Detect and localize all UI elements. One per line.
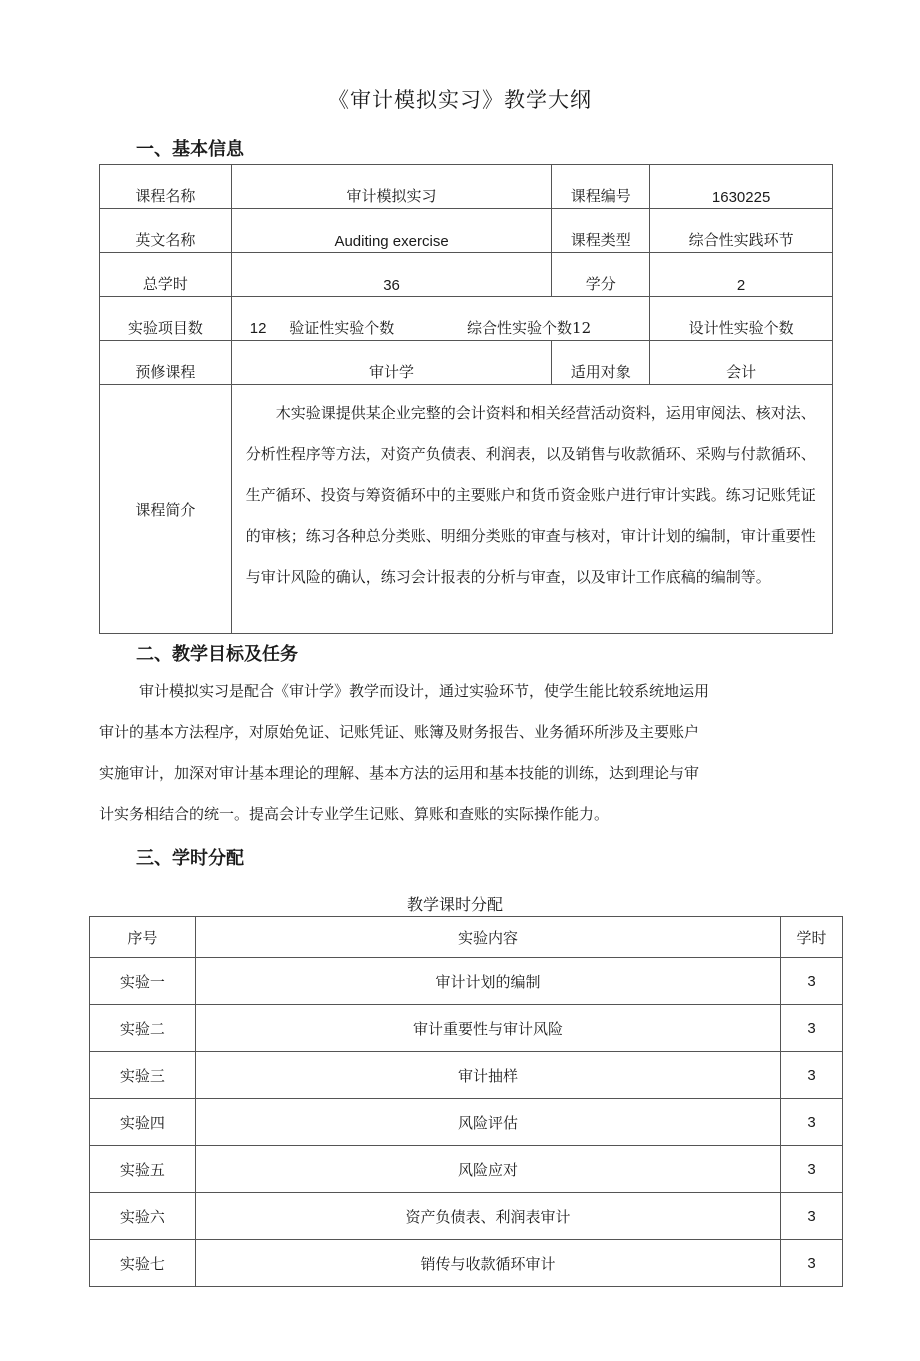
paragraph-line: 计实务相结合的统一。提高会计专业学生记账、算账和查账的实际操作能力。 [99,805,610,823]
column-header: 序号 [90,917,196,958]
column-header: 实验内容 [195,917,780,958]
table-row [100,297,833,341]
column-header: 学时 [781,917,843,958]
label-cell: 课程简介 [100,385,232,634]
row-index: 实验六 [90,1193,196,1240]
value-cell: 会计 [650,341,833,385]
table-row [100,385,833,634]
table-header-row [90,917,843,958]
label-cell: 学分 [552,253,650,297]
row-index: 实验一 [90,958,196,1005]
row-index: 实验七 [90,1240,196,1287]
verify-count-label: 验证性实验个数 [289,319,395,337]
value-cell: 2 [650,253,833,297]
paragraph-line: 审计模拟实习是配合《审计学》教学而设计，通过实验环节，使学生能比较系统地运用 [139,682,710,700]
row-content: 销传与收款循环审计 [195,1240,780,1287]
table-row [90,1052,843,1099]
label-cell: 总学时 [100,253,232,297]
value-cell: 36 [231,253,552,297]
table-row [90,1193,843,1240]
section-heading-basic-info: 一、基本信息 [136,139,244,160]
paragraph-line: 实施审计，加深对审计基本理论的理解、基本方法的运用和基本技能的训练，达到理论与审 [99,764,700,782]
section-heading-objectives: 二、教学目标及任务 [136,644,298,665]
table-caption: 教学课时分配 [406,895,503,914]
row-hours: 3 [781,1005,843,1052]
course-intro-text: 木实验课提供某企业完整的会计资料和相关经营活动资料，运用审阅法、核对法、分析性程序等方法，对资产负债表、利润表，以及销售与收款循环、采购与付款循环、生产循环、投资与筹资循环中的主要账户和货币资金账户进行审计实践。练习记账凭证的审核；练习各种总分类账、明细分类账的审查与核对，审计计划的编制，审计重要性与审计风险的确认，练习会计报表的分析与审查，以及审计工作底稿的编制等。 [231,385,832,634]
design-count-label: 设计性实验个数 [650,297,833,341]
objectives-paragraph [99,671,779,835]
value-cell: 综合性实践环节 [650,209,833,253]
label-cell: 英文名称 [100,209,232,253]
label-cell: 课程编号 [552,165,650,209]
row-hours: 3 [781,1193,843,1240]
value-cell: 审计学 [231,341,552,385]
row-hours: 3 [781,1052,843,1099]
row-hours: 3 [781,958,843,1005]
row-index: 实验四 [90,1099,196,1146]
table-row [90,958,843,1005]
value-cell: Auditing exercise [231,209,552,253]
table-row [100,165,833,209]
label-cell: 实验项目数 [100,297,232,341]
value-cell: 1630225 [650,165,833,209]
section-heading-hours: 三、学时分配 [136,848,244,869]
label-cell: 课程名称 [100,165,232,209]
document-title: 《审计模拟实习》教学大纲 [328,88,592,112]
label-cell: 预修课程 [100,341,232,385]
table-row [100,341,833,385]
table-row [90,1099,843,1146]
basic-info-table [99,164,833,634]
row-content: 资产负债表、利润表审计 [195,1193,780,1240]
experiment-count: 12 [249,320,267,337]
hours-table [89,916,843,1287]
experiment-counts-cell [231,297,649,341]
row-index: 实验二 [90,1005,196,1052]
row-content: 风险评估 [195,1099,780,1146]
row-content: 审计抽样 [195,1052,780,1099]
comprehensive-count-label: 综合性实验个数12 [467,319,592,337]
table-row [100,253,833,297]
table-row [100,209,833,253]
row-hours: 3 [781,1240,843,1287]
row-index: 实验三 [90,1052,196,1099]
row-content: 风险应对 [195,1146,780,1193]
row-content: 审计重要性与审计风险 [195,1005,780,1052]
row-hours: 3 [781,1146,843,1193]
label-cell: 适用对象 [552,341,650,385]
row-hours: 3 [781,1099,843,1146]
row-index: 实验五 [90,1146,196,1193]
paragraph-line: 审计的基本方法程序，对原始免证、记账凭证、账簿及财务报告、业务循环所涉及主要账户 [99,723,700,741]
table-row [90,1240,843,1287]
table-row [90,1146,843,1193]
value-cell: 审计模拟实习 [231,165,552,209]
row-content: 审计计划的编制 [195,958,780,1005]
label-cell: 课程类型 [552,209,650,253]
table-row [90,1005,843,1052]
